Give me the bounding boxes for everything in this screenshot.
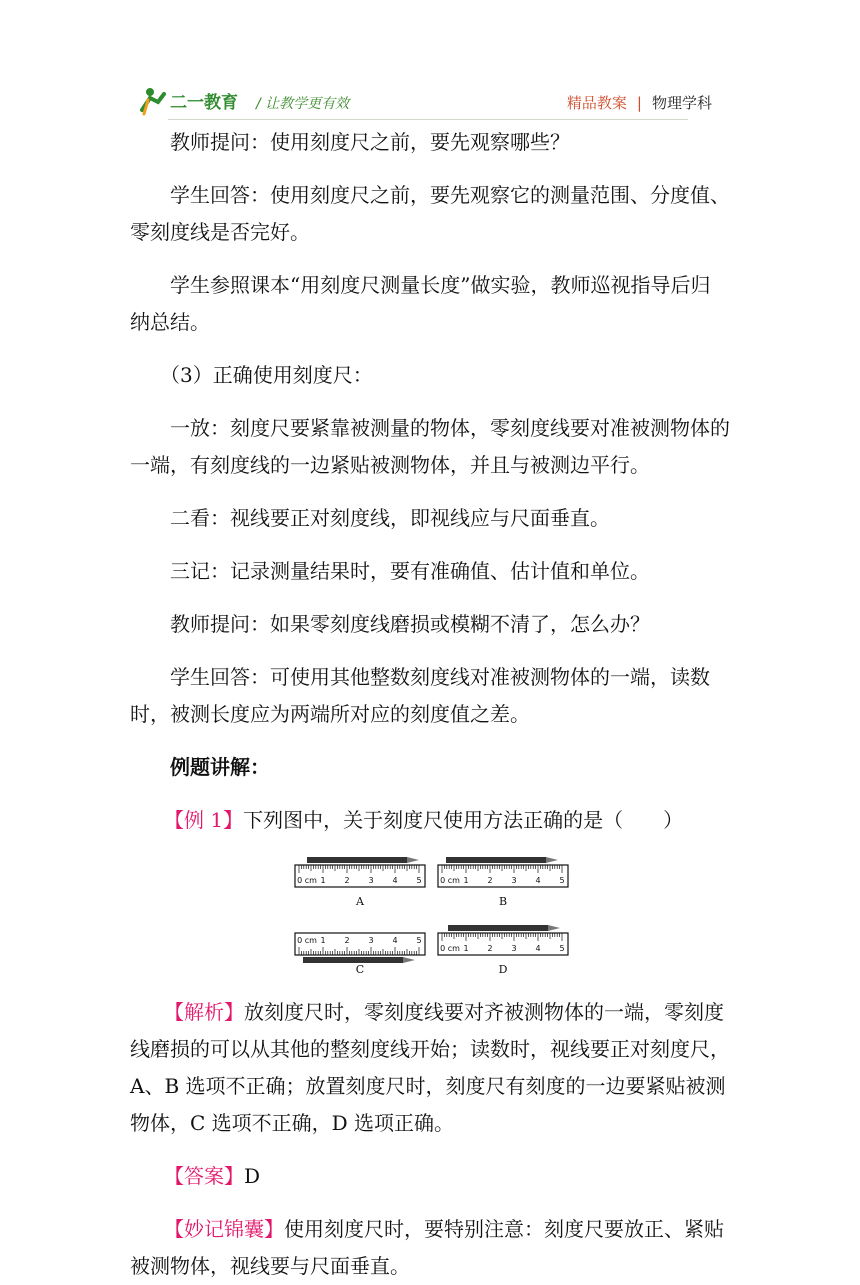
example-tag: 【例 1】 <box>164 808 244 832</box>
tick-label-c: 4 <box>392 936 398 945</box>
page-header <box>0 0 860 125</box>
paragraph-teacher-question-2: 教师提问：如果零刻度线磨损或模糊不清了，怎么办？ <box>170 612 650 636</box>
tick-label-d: 0 cm <box>440 944 460 953</box>
option-label-d: D <box>498 963 508 976</box>
tick-label-a: 4 <box>392 876 398 885</box>
paragraph-student-answer-2: 学生回答：可使用其他整数刻度线对准被测物体的一端，读数时，被测长度应为两端所对应的刻度值之差。 <box>130 665 710 726</box>
tick-label-a: 3 <box>368 876 374 885</box>
example-question <box>130 802 730 839</box>
paragraph-experiment: 学生参照课本“用刻度尺测量长度”做实验，教师巡视指导后归纳总结。 <box>130 273 711 334</box>
logo-text: 二一教育 <box>170 93 238 113</box>
analysis-text: 放刻度尺时，零刻度线要对齐被测物体的一端，零刻度线磨损的可以从其他的整刻度线开始；读数时，视线要正对刻度尺，A、B 选项不正确；放置刻度尺时，刻度尺有刻度的一边要紧贴被测物体，C 选项不正确，D 选项正确。 <box>130 1000 730 1135</box>
tick-label-a: 0 cm <box>297 876 317 885</box>
tick-label-b: 2 <box>487 876 493 885</box>
tick-label-a: 1 <box>320 876 326 885</box>
header-meta <box>567 92 712 113</box>
tick-label-a: 5 <box>416 876 422 885</box>
logo-icon <box>138 86 266 116</box>
tick-label-d: 2 <box>487 944 493 953</box>
pencil-tip-a <box>407 857 419 863</box>
ruler-figure <box>130 845 730 990</box>
header-separator: | <box>636 94 642 112</box>
tick-label-c: 0 cm <box>297 936 317 945</box>
pencil-a <box>307 857 407 863</box>
tick-label-d: 4 <box>535 944 541 953</box>
category-label: 精品教案 <box>566 94 627 112</box>
analysis-tag: 【解析】 <box>164 1000 244 1024</box>
paragraph-section-heading: （3）正确使用刻度尺： <box>160 363 373 387</box>
tip-text: 使用刻度尺时，要特别注意：刻度尺要放正、紧贴被测物体，视线要与尺面垂直。 <box>130 1217 724 1278</box>
pencil-c <box>303 957 403 963</box>
tip-tag: 【妙记锦囊】 <box>164 1217 284 1241</box>
header-divider <box>168 119 688 120</box>
analysis-paragraph <box>130 994 730 1142</box>
tick-label-a: 2 <box>344 876 350 885</box>
subject-label: 物理学科 <box>651 94 712 112</box>
answer-paragraph <box>130 1158 730 1195</box>
tick-label-b: 5 <box>559 876 565 885</box>
tick-label-b: 4 <box>535 876 541 885</box>
slogan: / 让教学更有效 <box>256 96 350 112</box>
pencil-tip-c <box>403 957 415 963</box>
option-label-c: C <box>355 963 365 976</box>
answer-text: D <box>244 1164 261 1188</box>
tick-label-d: 1 <box>463 944 469 953</box>
tick-label-d: 5 <box>559 944 565 953</box>
tick-label-d: 3 <box>511 944 517 953</box>
paragraph-student-answer-1: 学生回答：使用刻度尺之前，要先观察它的测量范围、分度值、零刻度线是否完好。 <box>130 183 730 244</box>
tick-label-c: 2 <box>344 936 350 945</box>
pencil-tip-b <box>546 857 558 863</box>
paragraph-teacher-question-1: 教师提问：使用刻度尺之前，要先观察哪些？ <box>170 130 570 154</box>
pencil-b <box>446 857 546 863</box>
pencil-tip-d <box>548 925 560 931</box>
paragraph-step-record: 三记：记录测量结果时，要有准确值、估计值和单位。 <box>170 559 650 583</box>
document-body <box>130 124 730 1285</box>
tick-label-c: 5 <box>416 936 422 945</box>
tick-label-b: 1 <box>463 876 469 885</box>
option-label-b: B <box>498 895 508 908</box>
paragraph-step-look: 二看：视线要正对刻度线，即视线应与尺面垂直。 <box>170 506 610 530</box>
paragraph-step-place: 一放：刻度尺要紧靠被测量的物体，零刻度线要对准被测物体的一端，有刻度线的一边紧贴被测物体，并且与被测边平行。 <box>130 416 730 477</box>
tick-label-c: 3 <box>368 936 374 945</box>
answer-tag: 【答案】 <box>164 1164 244 1188</box>
tip-paragraph <box>130 1211 730 1285</box>
example-heading: 例题讲解： <box>170 755 270 779</box>
tick-label-b: 3 <box>511 876 517 885</box>
example-text: 下列图中，关于刻度尺使用方法正确的是（ ） <box>243 808 684 832</box>
tick-label-c: 1 <box>320 936 326 945</box>
tick-label-b: 0 cm <box>440 876 460 885</box>
pencil-d <box>448 925 548 931</box>
option-label-a: A <box>356 895 364 908</box>
ruler-diagram <box>130 845 730 990</box>
